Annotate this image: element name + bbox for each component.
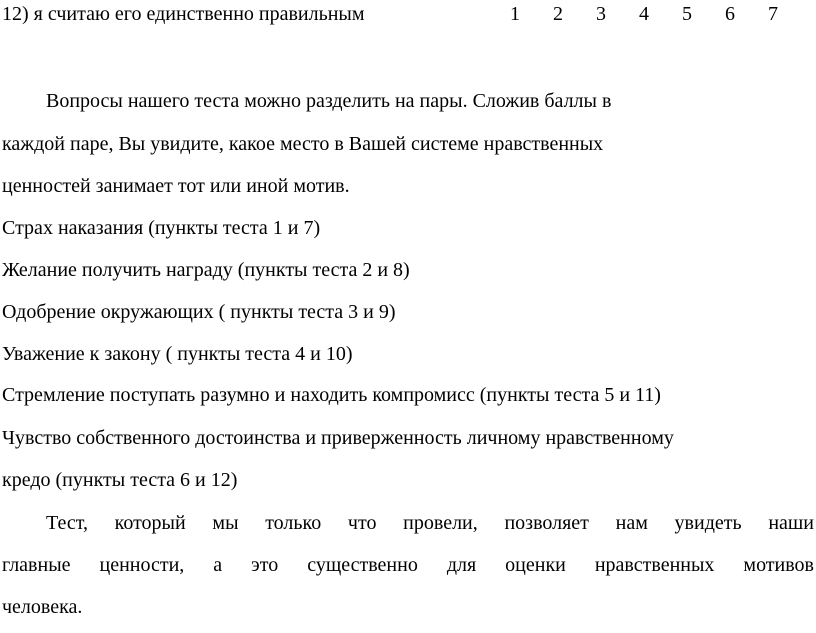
conclusion-paragraph-line-3: человека. — [2, 596, 83, 618]
question-12-text: 12) я считаю его единственно правильным — [2, 3, 365, 25]
motive-approval-of-others: Одобрение окружающих ( пункты теста 3 и 9) — [2, 301, 396, 323]
intro-paragraph-line-3: ценностей занимает тот или иной мотив. — [2, 175, 350, 197]
motive-fear-of-punishment: Страх наказания (пункты теста 1 и 7) — [2, 217, 321, 239]
scale-value-3: 3 — [596, 3, 606, 25]
scale-value-5: 5 — [682, 3, 692, 25]
motive-reason-and-compromise: Стремление поступать разумно и находить компромисс (пункты теста 5 и 11) — [2, 384, 661, 406]
motive-self-dignity-line-2: кредо (пункты теста 6 и 12) — [2, 469, 238, 491]
conclusion-paragraph-line-2: главные ценности, а это существенно для оценки нравственных мотивов — [2, 554, 814, 576]
scale-value-4: 4 — [639, 3, 649, 25]
scale-value-6: 6 — [725, 3, 735, 25]
motive-desire-for-reward: Желание получить награду (пункты теста 2 и 8) — [2, 259, 410, 281]
motive-self-dignity-line-1: Чувство собственного достоинства и приверженность личному нравственному — [2, 427, 674, 449]
motive-respect-for-law: Уважение к закону ( пункты теста 4 и 10) — [2, 343, 353, 365]
scale-value-2: 2 — [553, 3, 563, 25]
intro-paragraph-line-2: каждой паре, Вы увидите, какое место в Вашей системе нравственных — [2, 133, 604, 155]
conclusion-paragraph-line-1: Тест, который мы только что провели, позволяет нам увидеть наши — [46, 512, 814, 534]
intro-paragraph-line-1: Вопросы нашего теста можно разделить на пары. Сложив баллы в — [46, 90, 612, 112]
scale-value-1: 1 — [510, 3, 520, 25]
scale-value-7: 7 — [768, 3, 778, 25]
question-12-row — [2, 2, 814, 26]
